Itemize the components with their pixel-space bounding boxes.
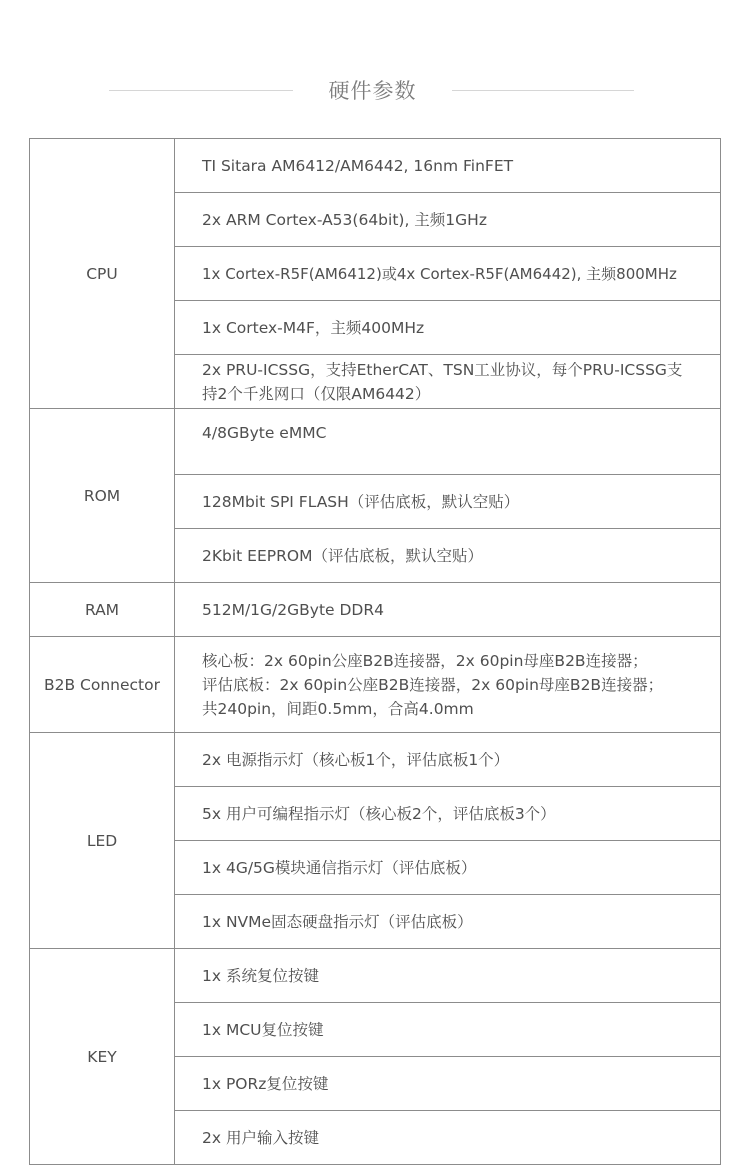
- table-row: [30, 949, 721, 1003]
- spec-value: 4/8GByte eMMC: [175, 409, 721, 475]
- spec-value: 1x 4G/5G模块通信指示灯（评估底板）: [175, 841, 721, 895]
- category-b2b-connector: B2B Connector: [30, 637, 175, 733]
- spec-value: 1x MCU复位按键: [175, 1003, 721, 1057]
- table-row: [30, 409, 721, 475]
- table-row: [30, 733, 721, 787]
- spec-line: 共240pin，间距0.5mm，合高4.0mm: [202, 699, 474, 718]
- spec-value: 2x ARM Cortex-A53(64bit), 主频1GHz: [175, 193, 721, 247]
- header-right-divider: [452, 90, 634, 91]
- spec-value: 1x PORz复位按键: [175, 1057, 721, 1111]
- category-ram: RAM: [30, 583, 175, 637]
- spec-value: 128Mbit SPI FLASH（评估底板，默认空贴）: [175, 475, 721, 529]
- category-rom: ROM: [30, 409, 175, 583]
- spec-value: 2x 电源指示灯（核心板1个，评估底板1个）: [175, 733, 721, 787]
- category-cpu: CPU: [30, 139, 175, 409]
- spec-value: 1x Cortex-M4F，主频400MHz: [175, 301, 721, 355]
- spec-value: 1x 系统复位按键: [175, 949, 721, 1003]
- spec-value: 2x PRU-ICSSG，支持EtherCAT、TSN工业协议，每个PRU-ICSSG支持2个千兆网口（仅限AM6442）: [175, 355, 721, 409]
- table-row: [30, 637, 721, 733]
- category-led: LED: [30, 733, 175, 949]
- spec-value: 2x 用户输入按键: [175, 1111, 721, 1165]
- spec-value: TI Sitara AM6412/AM6442, 16nm FinFET: [175, 139, 721, 193]
- spec-value: 2Kbit EEPROM（评估底板，默认空贴）: [175, 529, 721, 583]
- category-key: KEY: [30, 949, 175, 1165]
- spec-value: 1x NVMe固态硬盘指示灯（评估底板）: [175, 895, 721, 949]
- header-left-divider: [109, 90, 293, 91]
- spec-value-group: [175, 637, 721, 733]
- spec-value: 5x 用户可编程指示灯（核心板2个，评估底板3个）: [175, 787, 721, 841]
- spec-line: 核心板：2x 60pin公座B2B连接器，2x 60pin母座B2B连接器；: [202, 651, 648, 670]
- spec-line: 评估底板：2x 60pin公座B2B连接器，2x 60pin母座B2B连接器；: [202, 675, 664, 694]
- section-title: 硬件参数: [328, 79, 417, 103]
- hardware-spec-table: [29, 138, 721, 1165]
- section-header: [0, 74, 750, 108]
- spec-value: 512M/1G/2GByte DDR4: [175, 583, 721, 637]
- table-row: [30, 139, 721, 193]
- table-row: [30, 583, 721, 637]
- spec-value: 1x Cortex-R5F(AM6412)或4x Cortex-R5F(AM6442), 主频800MHz: [175, 247, 721, 301]
